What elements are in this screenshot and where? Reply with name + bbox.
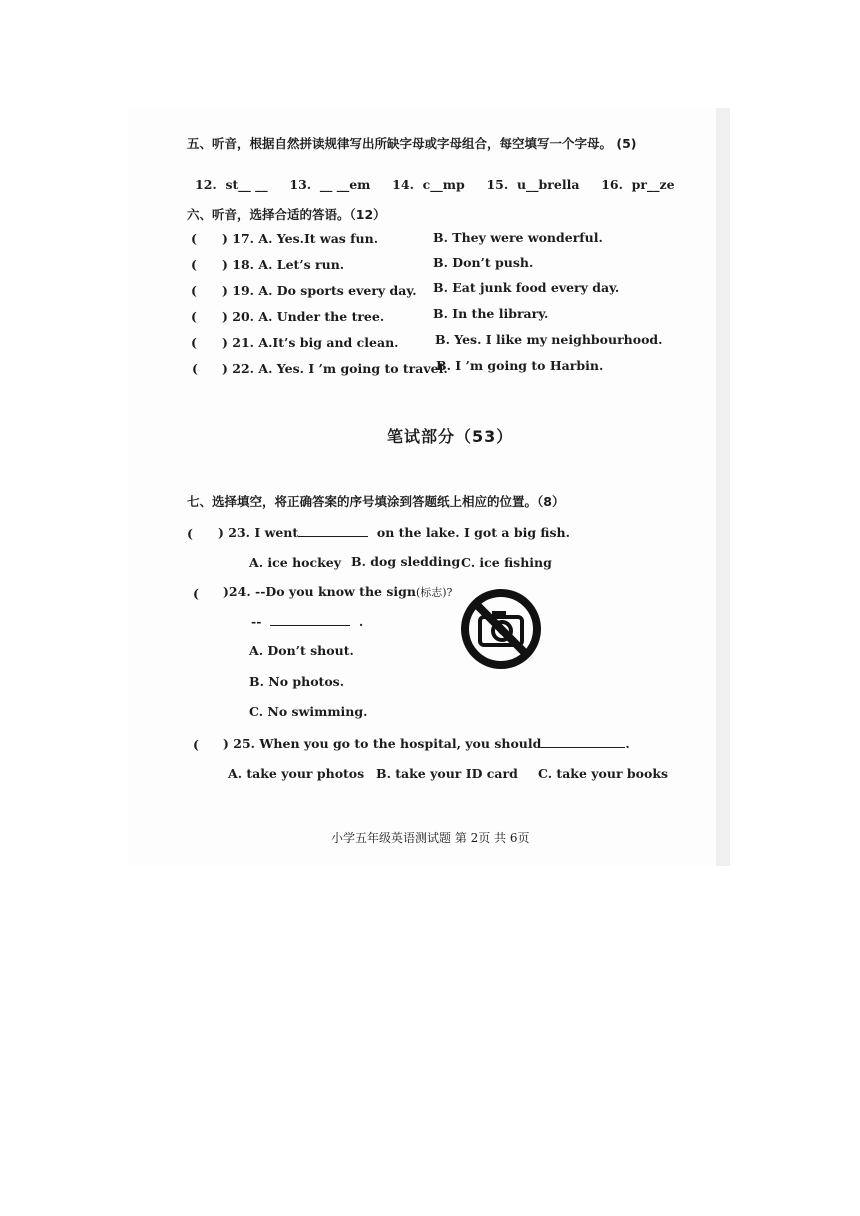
option-b: B. Eat junk food every day. (433, 280, 620, 295)
listening-q22 (222, 361, 448, 376)
phonics-item-num: 13. (289, 177, 312, 192)
question-23-prefix: 23. I went (228, 525, 299, 540)
option-b: B. Yes. I like my neighbourhood. (435, 332, 663, 347)
phonics-item-num: 15. (486, 177, 509, 192)
question-23-suffix: on the lake. I got a big fish. (376, 525, 570, 540)
answer-paren-open: ( (191, 257, 197, 272)
answer-blank (541, 736, 625, 748)
question-25 (223, 736, 630, 751)
written-section-title: 笔试部分（53） (387, 427, 514, 446)
question-23 (218, 525, 570, 540)
answer-paren-open: ( (192, 361, 198, 376)
phonics-item-num: 16. (601, 177, 623, 192)
answer-paren-open: ( (193, 737, 199, 752)
option-b: B. They were wonderful. (433, 230, 603, 245)
option-a: 18. A. Let’s run. (232, 257, 345, 272)
answer-paren-open: ( (191, 335, 197, 350)
answer-paren-open: ( (191, 309, 197, 324)
listening-q18 (222, 257, 344, 272)
option-a: A. take your photos (228, 766, 365, 781)
option-b: B. take your ID card (376, 766, 518, 781)
question-25-prefix: 25. When you go to the hospital, you should (233, 736, 542, 751)
option-b: B. dog sledding (351, 554, 461, 569)
option-c: C. No swimming. (249, 704, 368, 719)
option-a: 21. A.It’s big and clean. (232, 335, 399, 350)
section7-header: 七、选择填空，将正确答案的序号填涂到答题纸上相应的位置。（8） (187, 494, 565, 509)
answer-period: . (358, 614, 364, 629)
page-footer: 小学五年级英语测试题 第 2页 共 6页 (331, 831, 530, 845)
option-a: 19. A. Do sports every day. (232, 283, 417, 298)
answer-paren-close: ) (222, 361, 228, 376)
section6-header: 六、听音，选择合适的答语。（12） (187, 207, 386, 222)
listening-q17 (222, 231, 378, 246)
answer-paren-open: ( (191, 283, 197, 298)
answer-blank (270, 614, 350, 626)
option-a: A. ice hockey (249, 555, 341, 570)
option-c: C. take your books (538, 766, 669, 781)
answer-paren-open: ( (193, 586, 199, 601)
question-24-stem: 24. --Do you know the sign (228, 584, 416, 599)
phonics-item-num: 12. (195, 177, 217, 192)
question-24 (223, 584, 452, 600)
phonics-item-text: pr__ze (631, 177, 675, 192)
scan-edge (716, 108, 730, 866)
answer-paren-close: ) (223, 584, 229, 599)
answer-paren-close: ) (223, 736, 229, 751)
phonics-item-text: u__brella (516, 177, 580, 192)
option-b: B. No photos. (249, 674, 345, 689)
option-c: C. ice fishing (461, 555, 552, 570)
option-a: 20. A. Under the tree. (232, 309, 385, 324)
answer-paren-open: ( (187, 526, 193, 541)
answer-blank (298, 525, 368, 537)
option-a: A. Don’t shout. (249, 643, 354, 658)
phonics-item-text: st__ __ (225, 177, 268, 192)
phonics-item-text: __ __em (319, 177, 371, 192)
answer-paren-close: ) (222, 257, 228, 272)
answer-dash: -- (251, 614, 262, 629)
phonics-row (195, 177, 675, 192)
option-b: B. In the library. (433, 306, 549, 321)
answer-paren-close: ) (222, 309, 228, 324)
answer-paren-close: ) (222, 335, 228, 350)
section5-header: 五、听音，根据自然拼读规律写出所缺字母或字母组合，每空填写一个字母。 (5) (187, 136, 637, 151)
answer-line-24 (251, 614, 363, 629)
phonics-item-text: c__mp (422, 177, 465, 192)
option-b: B. Don’t push. (433, 255, 534, 270)
phonics-item-num: 14. (392, 177, 414, 192)
listening-q19 (222, 283, 417, 298)
option-a: 22. A. Yes. I ’m going to travel. (232, 361, 448, 376)
no-camera-icon (459, 587, 543, 671)
listening-q20 (222, 309, 384, 324)
answer-period: . (625, 736, 630, 751)
answer-paren-close: ) (222, 283, 228, 298)
question-24-note: (标志)? (415, 586, 453, 599)
listening-q21 (222, 335, 399, 350)
answer-paren-close: ) (218, 525, 224, 540)
option-b: B. I ’m going to Harbin. (436, 358, 604, 373)
option-a: 17. A. Yes.It was fun. (232, 231, 379, 246)
answer-paren-open: ( (191, 231, 197, 246)
answer-paren-close: ) (222, 231, 228, 246)
